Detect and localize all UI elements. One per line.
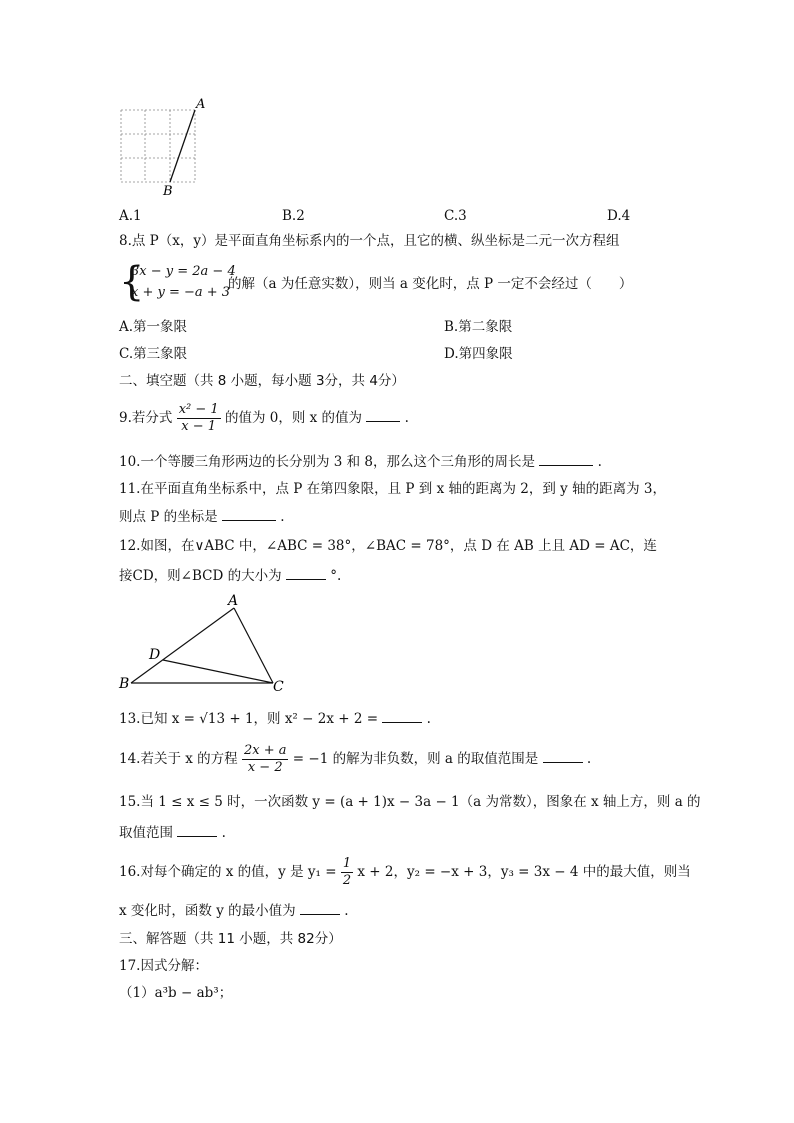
triangle-label-c: C xyxy=(273,679,284,695)
q17-part-1: （1）a³b − ab³； xyxy=(119,985,233,1001)
q15-answer-blank xyxy=(177,822,217,837)
q9-fraction xyxy=(177,402,221,435)
q14-end: . xyxy=(586,751,592,767)
q8-option-c: C.第三象限 xyxy=(119,346,188,362)
q8-equation-1: 3x − y = 2a − 4 xyxy=(131,264,236,279)
q14-fraction xyxy=(242,743,289,776)
system-brace: { xyxy=(119,259,145,305)
q11-line-2-text: 则点 P 的坐标是 xyxy=(119,509,218,525)
q8-equation-2: x + y = −a + 3 xyxy=(131,285,231,300)
segment-ab xyxy=(170,110,195,182)
q16-end: . xyxy=(344,903,349,919)
q14-denominator: x − 2 xyxy=(247,760,283,775)
q16-suffix: x + 2，y₂ = −x + 3，y₃ = 3x − 4 中的最大值，则当 xyxy=(357,864,691,880)
q14 xyxy=(119,743,591,776)
q10 xyxy=(119,451,602,472)
q8-stem-continued: 的解（a 为任意实数），则当 a 变化时，点 P 一定不会经过（ ） xyxy=(228,276,633,292)
q16-line-2 xyxy=(119,900,349,921)
q11-end: . xyxy=(280,509,285,525)
q8-option-d: D.第四象限 xyxy=(444,346,513,362)
q16-line-2-text: x 变化时，函数 y 的最小值为 xyxy=(119,903,296,919)
q14-prefix: 14.若关于 x 的方程 xyxy=(119,751,238,767)
q12-line-1: 12.如图，在∨ABC 中，∠ABC = 38°，∠BAC = 78°，点 D 在 AB 上且 AD = AC，连 xyxy=(119,538,657,554)
q17-title: 17.因式分解： xyxy=(119,958,208,974)
section-3-heading: 三、解答题（共 11 小题，共 82分） xyxy=(119,931,342,947)
q9-answer-blank xyxy=(366,407,400,422)
triangle-label-d: D xyxy=(149,647,161,663)
q16-denominator: 2 xyxy=(342,873,352,888)
q9-end: . xyxy=(404,410,409,426)
q15-line-2-text: 取值范围 xyxy=(119,825,173,841)
q12-answer-blank xyxy=(286,565,326,580)
q13-end: . xyxy=(426,711,431,727)
q13-answer-blank xyxy=(382,708,422,723)
triangle-figure xyxy=(115,592,295,696)
q13 xyxy=(119,708,431,729)
grid-label-a: A xyxy=(196,97,206,112)
q7-option-d: D.4 xyxy=(607,208,631,224)
q12-line-2 xyxy=(119,565,341,586)
q13-text: 13.已知 x = √13 + 1，则 x² − 2x + 2 = xyxy=(119,711,379,727)
q7-option-a: A.1 xyxy=(119,208,142,224)
q8-option-b: B.第二象限 xyxy=(444,319,513,335)
grid-figure xyxy=(115,96,215,198)
q12-line-2-text: 接CD，则∠BCD 的大小为 xyxy=(119,568,282,584)
q14-numerator: 2x + a xyxy=(243,743,287,758)
q12-end: °. xyxy=(330,568,342,584)
triangle-label-a: A xyxy=(228,593,239,609)
q8-stem: 8.点 P（x，y）是平面直角坐标系内的一个点，且它的横、纵坐标是二元一次方程组 xyxy=(119,233,620,249)
q16-fraction xyxy=(341,856,353,889)
q14-answer-blank xyxy=(543,748,583,763)
q8-option-a: A.第一象限 xyxy=(119,319,188,335)
q7-option-c: C.3 xyxy=(444,208,467,224)
q15-line-1: 15.当 1 ≤ x ≤ 5 时，一次函数 y = (a + 1)x − 3a − 1（a 为常数），图象在 x 轴上方，则 a 的 xyxy=(119,794,701,810)
q15-end: . xyxy=(221,825,226,841)
q11-answer-blank xyxy=(222,506,276,521)
q11-line-1: 11.在平面直角坐标系中，点 P 在第四象限，且 P 到 x 轴的距离为 2，到 y 轴的距离为 3， xyxy=(119,481,666,497)
q16-answer-blank xyxy=(300,900,340,915)
q9-prefix: 9.若分式 xyxy=(119,410,173,426)
q10-end: . xyxy=(597,454,602,470)
q15-line-2 xyxy=(119,822,226,843)
q10-text: 10.一个等腰三角形两边的长分别为 3 和 8，那么这个三角形的周长是 xyxy=(119,454,536,470)
q9-suffix: 的值为 0，则 x 的值为 xyxy=(224,410,363,426)
q7-option-b: B.2 xyxy=(282,208,305,224)
q16-prefix: 16.对每个确定的 x 的值，y 是 y₁ = xyxy=(119,864,337,880)
q14-suffix: = −1 的解为非负数，则 a 的取值范围是 xyxy=(292,751,539,767)
q9-denominator: x − 1 xyxy=(181,419,217,434)
q16-numerator: 1 xyxy=(342,856,352,871)
triangle-label-b: B xyxy=(119,676,130,692)
q9 xyxy=(119,402,409,435)
q11-line-2 xyxy=(119,506,285,527)
q10-answer-blank xyxy=(539,451,593,466)
grid-label-b: B xyxy=(163,184,173,198)
section-2-heading: 二、填空题（共 8 小题，每小题 3分，共 4分） xyxy=(119,373,405,389)
q16 xyxy=(119,856,691,889)
q9-numerator: x² − 1 xyxy=(178,402,219,417)
